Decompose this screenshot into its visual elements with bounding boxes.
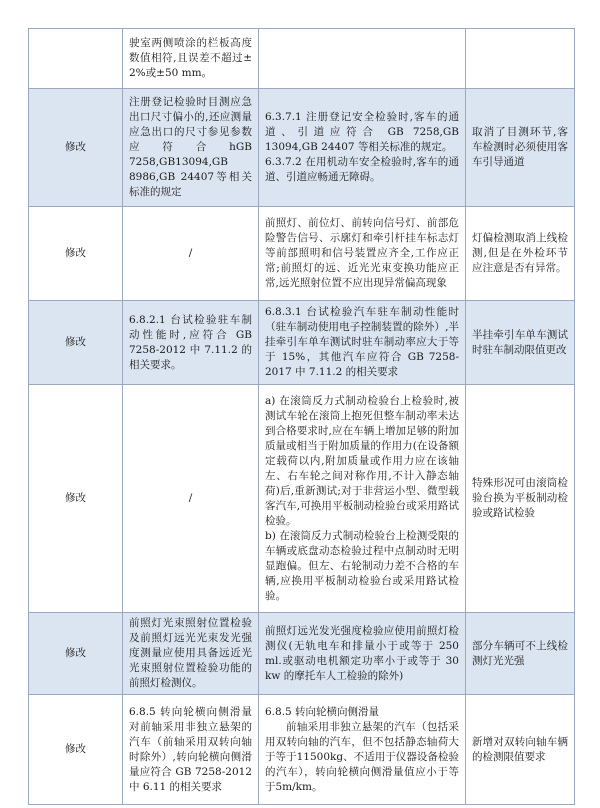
original-clause-cell: 6.8.5 转向轮横向侧滑量对前轴采用非独立悬架的汽车（前轴采用双转向轴时除外）,转向轮横向侧滑量应符合 GB 7258-2012 中 6.11 的相关要求 bbox=[123, 695, 259, 805]
revised-clause-paragraph: b) 在滚筒反力式制动检验台上检测受限的车辆或底盘动态检验过程中点制动时无明显跑偏。但左、右轮制动力差不合格的车辆,应换用平板制动检验台或采用路试检验。 bbox=[265, 529, 459, 602]
revised-clause-cell bbox=[259, 385, 466, 613]
revised-clause-cell: 前照灯远光发光强度检验应使用前照灯检测仪(无轨电车和排量小于或等于 250 ml.或驱动电机额定功率小于或等于 30 kw 的摩托车人工检验的除外) bbox=[259, 613, 466, 695]
change-reason-cell: 取消了目测环节,客车检测时必须使用客车引导通道 bbox=[466, 89, 575, 207]
revised-clause-cell bbox=[259, 29, 466, 89]
table-row bbox=[29, 301, 575, 385]
revised-clause-cell bbox=[259, 89, 466, 207]
table-row bbox=[29, 695, 575, 805]
comparison-table bbox=[28, 28, 575, 805]
original-clause-cell: 驶室两侧喷涂的栏板高度数值相符,且误差不超过± 2%或±50 mm。 bbox=[123, 29, 259, 89]
change-reason-cell: 灯偏检测取消上线检测,但是在外检环节应注意是否有异常。 bbox=[466, 207, 575, 301]
original-clause-cell: 注册登记检验时目测应急出口尺寸偏小的,还应测量应急出口的尺寸参见参数应符合hGB 7258,GB13094,GB 8986,GB 24407等相关标准的规定 bbox=[123, 89, 259, 207]
change-reason-cell: 部分车辆可不上线检测灯光光强 bbox=[466, 613, 575, 695]
revised-clause-paragraph: 6.8.5 转向轮横向侧滑量 bbox=[265, 705, 380, 718]
original-clause-cell: / bbox=[123, 385, 259, 613]
change-type-cell bbox=[29, 29, 123, 89]
original-clause-cell: 前照灯光束照射位置检验及前照灯远光光束发光强度测量应使用具备远近光光束照射位置检验功能的前照灯检测仪。 bbox=[123, 613, 259, 695]
change-reason-cell: 新增对双转向轴车辆的检测限值要求 bbox=[466, 695, 575, 805]
change-type-cell: 修改 bbox=[29, 695, 123, 805]
revised-clause-cell: 6.8.3.1 台试检验汽车驻车制动性能时（驻车制动使用电子控制装置的除外）,半挂牵引车单车测试时驻车制动率应大于等于 15%，其他汽车应符合 GB 7258-2017 中 7.11.2 的相关要求 bbox=[259, 301, 466, 385]
table-row bbox=[29, 207, 575, 301]
change-type-cell: 修改 bbox=[29, 89, 123, 207]
revised-clause-cell: 前照灯、前位灯、前转向信号灯、前部危险警告信号、示廓灯和牵引杆挂车标志灯等前部照明和信号装置应齐全,工作应正常;前照灯的远、近光光束变换功能应正常,远光照射位置不应出现异常偏高现象 bbox=[259, 207, 466, 301]
change-reason-cell: 特殊形况可由滚筒检验台换为平板制动检验或路试检验 bbox=[466, 385, 575, 613]
revised-clause-cell bbox=[259, 695, 466, 805]
change-type-cell: 修改 bbox=[29, 207, 123, 301]
original-clause-cell: 6.8.2.1 台试检验驻车制动性能时,应符合 GB 7258-2012 中 7.11.2 的相关要求。 bbox=[123, 301, 259, 385]
table-row bbox=[29, 613, 575, 695]
change-type-cell: 修改 bbox=[29, 613, 123, 695]
change-type-cell: 修改 bbox=[29, 385, 123, 613]
revised-clause-paragraph: 6.3.7.2 在用机动车安全检验时,客车的通道、引道应畅通无障碍。 bbox=[265, 156, 459, 183]
revised-clause-paragraph: a) 在滚筒反力式制动检验台上检验时,被测试车轮在滚筒上抱死但整车制动率未达到合格要求时,应在车辆上增加足够的附加质量或相当于附加质量的作用力(在设备额定载荷以内,附加质量或作用力应在该轴左、右车轮之间对称作用,不计入静态轴荷)后,重新测试;对于非营运小型、微型载客汽车,可换用平板制动检验台或采用路试检验。 bbox=[265, 394, 459, 527]
table-row bbox=[29, 89, 575, 207]
change-reason-cell: 半挂牵引车单车测试时驻车制动限值更改 bbox=[466, 301, 575, 385]
table-row bbox=[29, 29, 575, 89]
original-clause-cell: / bbox=[123, 207, 259, 301]
change-reason-cell bbox=[466, 29, 575, 89]
revised-clause-paragraph: 前轴采用非独立悬架的汽车（包括采用双转向轴的汽车，但不包括静态轴荷大于等于11500kg、不适用于仪器设备检验的汽车），转向轮横向侧滑量值应小于等于5m/km。 bbox=[265, 720, 459, 793]
table-row bbox=[29, 385, 575, 613]
change-type-cell: 修改 bbox=[29, 301, 123, 385]
revised-clause-paragraph: 6.3.7.1 注册登记安全检验时,客车的通道、引道应符合 GB 7258,GB 13094,GB 24407 等相关标准的规定。 bbox=[265, 111, 459, 153]
